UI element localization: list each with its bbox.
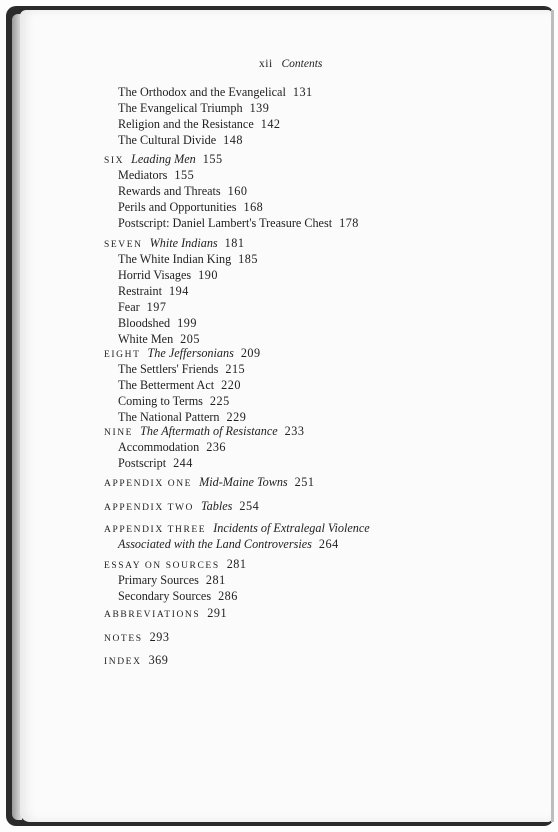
page-number: xii [259, 58, 273, 70]
toc-entry: Fear 197 [118, 300, 167, 314]
chapter-title: Leading Men [131, 152, 196, 166]
chapter-title: The Jeffersonians [147, 346, 234, 360]
section-label: ESSAY ON SOURCES [104, 561, 220, 571]
toc-intro-entries [104, 84, 313, 148]
toc-abbreviations [104, 605, 227, 621]
chapter-heading: APPENDIX ONE Mid-Maine Towns 251 [104, 475, 315, 489]
toc-entry: Postscript: Daniel Lambert's Treasure Chest 178 [118, 216, 359, 230]
toc-entry: Accommodation 236 [118, 440, 227, 454]
appendix-title: Incidents of Extralegal Violence [213, 521, 370, 535]
toc-entry: Religion and the Resistance 142 [118, 117, 281, 131]
chapter-heading: NINE The Aftermath of Resistance 233 [104, 424, 305, 438]
toc-entry: The Settlers' Friends 215 [118, 362, 246, 376]
toc-entry: Rewards and Threats 160 [118, 184, 248, 198]
chapter-label: SIX [104, 156, 125, 166]
toc-entry: The Evangelical Triumph 139 [118, 101, 270, 115]
chapter-heading: SIX Leading Men 155 [104, 152, 223, 166]
chapter-heading: NOTES 293 [104, 630, 170, 644]
appendix-title-continued: Associated with the Land Controversies 264 [118, 537, 339, 551]
toc-notes [104, 629, 169, 645]
toc-entry: Mediators 155 [118, 168, 195, 182]
chapter-heading: INDEX 369 [104, 653, 169, 667]
toc-index [104, 652, 168, 668]
chapter-heading: APPENDIX TWO Tables 254 [104, 499, 260, 513]
toc-chapter-seven [104, 235, 258, 347]
appendix-title: Tables [201, 499, 233, 513]
chapter-heading [104, 520, 370, 536]
page-right-edge [551, 10, 554, 822]
chapter-heading: ABBREVIATIONS 291 [104, 606, 228, 620]
toc-entry: The Cultural Divide 148 [118, 133, 243, 147]
section-label: INDEX [104, 657, 142, 667]
toc-entry: The Betterment Act 220 [118, 378, 241, 392]
section-label: NOTES [104, 634, 143, 644]
toc-appendix-one [104, 474, 314, 490]
appendix-label: APPENDIX THREE [104, 525, 207, 535]
chapter-label: EIGHT [104, 350, 141, 360]
chapter-title: White Indians [149, 236, 218, 250]
toc-chapter-eight [104, 345, 261, 425]
section-label: ABBREVIATIONS [104, 610, 201, 620]
toc-entry: Perils and Opportunities 168 [118, 200, 264, 214]
chapter-label: NINE [104, 428, 134, 438]
appendix-label: APPENDIX TWO [104, 503, 195, 513]
running-title: Contents [281, 58, 323, 70]
toc-entry: Restraint 194 [118, 284, 189, 298]
toc-entry: The Orthodox and the Evangelical 131 [118, 85, 313, 99]
toc-entry: Bloodshed 199 [118, 316, 197, 330]
toc-appendix-three [104, 520, 370, 552]
chapter-heading: SEVEN White Indians 181 [104, 236, 245, 250]
toc-appendix-two [104, 498, 259, 514]
toc-chapter-six [104, 151, 359, 231]
toc-entry: The White Indian King 185 [118, 252, 258, 266]
toc-entry: Primary Sources 281 [118, 573, 226, 587]
chapter-heading: ESSAY ON SOURCES 281 [104, 557, 247, 571]
running-header [259, 58, 322, 70]
toc-entry: The National Pattern 229 [118, 410, 247, 424]
chapter-label: SEVEN [104, 240, 143, 250]
chapter-heading: EIGHT The Jeffersonians 209 [104, 346, 261, 360]
toc-entry: Horrid Visages 190 [118, 268, 218, 282]
toc-entry: Coming to Terms 225 [118, 394, 230, 408]
appendix-title: Mid-Maine Towns [199, 475, 288, 489]
toc-essay-on-sources [104, 556, 246, 604]
toc-entry: White Men 205 [118, 332, 200, 346]
toc-chapter-nine [104, 423, 304, 471]
chapter-title: The Aftermath of Resistance [140, 424, 278, 438]
toc-entry: Secondary Sources 286 [118, 589, 238, 603]
appendix-label: APPENDIX ONE [104, 479, 193, 489]
toc-entry: Postscript 244 [118, 456, 193, 470]
